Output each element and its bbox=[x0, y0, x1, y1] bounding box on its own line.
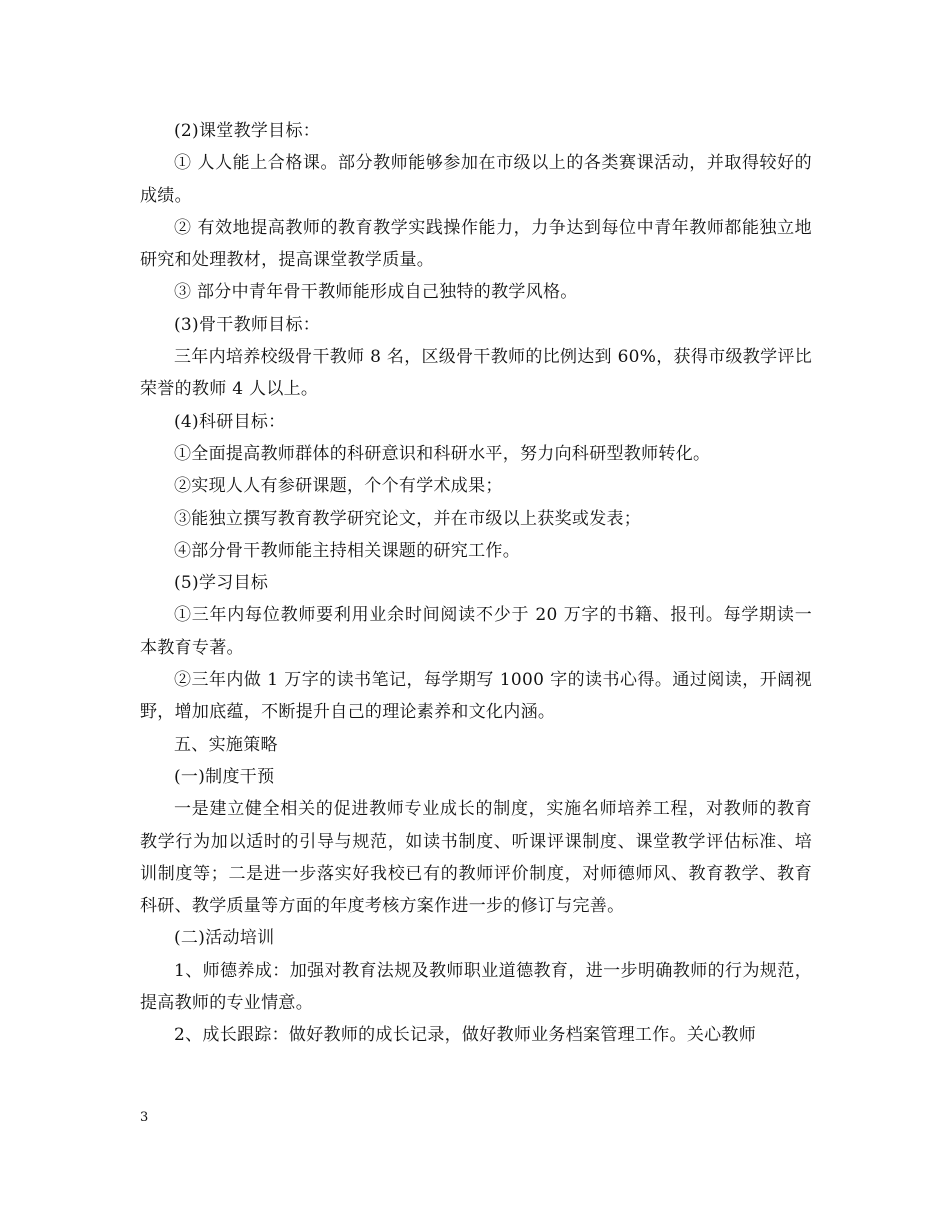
subsection-heading-training: (二)活动培训 bbox=[174, 928, 275, 949]
paragraph-classroom-goal-2: ② 有效地提高教师的教育教学实践操作能力，力争达到每位中青年教师都能独立地研究和处理教材，提高课堂教学质量。 bbox=[140, 217, 812, 271]
paragraph-ethics-cultivation: 1、师德养成：加强对教育法规及教师职业道德教育，进一步明确教师的行为规范，提高教师的专业情意。 bbox=[140, 960, 812, 1014]
paragraph-research-goal-4: ④部分骨干教师能主持相关课题的研究工作。 bbox=[174, 540, 520, 561]
paragraph-growth-tracking: 2、成长跟踪：做好教师的成长记录，做好教师业务档案管理工作。关心教师 bbox=[174, 1025, 757, 1046]
paragraph-system-intervention: 一是建立健全相关的促进教师专业成长的制度，实施名师培养工程，对教师的教育教学行为加以适时的引导与规范，如读书制度、听课评课制度、课堂教学评估标准、培训制度等；二是进一步落实好我校已有的教师评价制度，对师德师风、教育教学、教育科研、教学质量等方面的年度考核方案作进一步的修订与完善。 bbox=[140, 799, 812, 917]
paragraph-classroom-goals-heading: (2)课堂教学目标： bbox=[174, 121, 321, 141]
paragraph-backbone-goals-heading: (3)骨干教师目标： bbox=[174, 314, 321, 335]
document-body bbox=[140, 115, 812, 1052]
paragraph-classroom-goal-1: ① 人人能上合格课。部分教师能够参加在市级以上的各类赛课活动，并取得较好的成绩。 bbox=[140, 153, 812, 206]
paragraph-research-goal-2: ②实现人人有参研课题，个个有学术成果； bbox=[174, 476, 503, 497]
paragraph-classroom-goal-3: ③ 部分中青年骨干教师能形成自己独特的教学风格。 bbox=[174, 282, 578, 303]
paragraph-study-goal-2: ②三年内做 1 万字的读书笔记，每学期写 1000 字的读书心得。通过阅读，开阔视野，增加底蕴，不断提升自己的理论素养和文化内涵。 bbox=[140, 670, 812, 723]
page-number: 3 bbox=[140, 1110, 149, 1125]
paragraph-study-goals-heading: (5)学习目标 bbox=[174, 573, 269, 594]
subsection-heading-system: (一)制度干预 bbox=[174, 766, 275, 787]
paragraph-study-goal-1: ①三年内每位教师要利用业余时间阅读不少于 20 万字的书籍、报刊。每学期读一本教育专著。 bbox=[140, 605, 812, 658]
paragraph-research-goal-3: ③能独立撰写教育教学研究论文，并在市级以上获奖或发表； bbox=[174, 508, 642, 529]
paragraph-research-goals-heading: (4)科研目标： bbox=[174, 411, 286, 432]
section-heading-implementation: 五、实施策略 bbox=[174, 734, 278, 755]
paragraph-research-goal-1: ①全面提高教师群体的科研意识和科研水平，努力向科研型教师转化。 bbox=[174, 443, 711, 464]
paragraph-backbone-goal: 三年内培养校级骨干教师 8 名，区级骨干教师的比例达到 60%，获得市级教学评比荣誉的教师 4 人以上。 bbox=[140, 347, 812, 400]
